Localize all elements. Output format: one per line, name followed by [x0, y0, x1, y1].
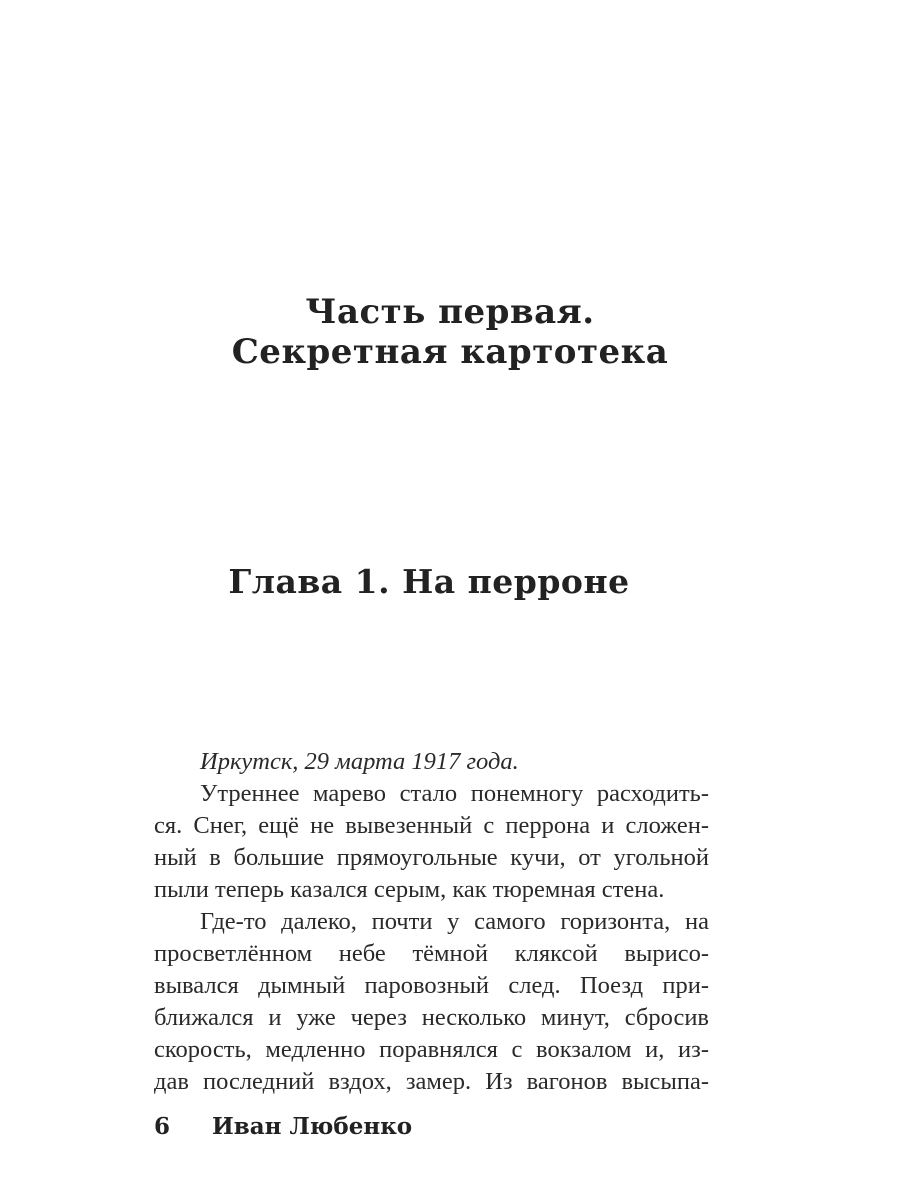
- text-line: пыли теперь казался серым, как тюремная стена.: [154, 876, 665, 903]
- page-number: 6: [154, 1113, 171, 1140]
- text-line: ный в большие прямоугольные кучи, от угольной: [154, 844, 709, 871]
- text-line: ся. Снег, ещё не вывезенный с перрона и сложен-: [154, 812, 709, 839]
- text-line: Утреннее марево стало понемногу расходить-: [200, 780, 709, 807]
- dateline: Иркутск, 29 марта 1917 года.: [200, 748, 519, 775]
- text-line: Где-то далеко, почти у самого горизонта, на: [200, 908, 709, 935]
- part-title-line-2: Секретная картотека: [231, 332, 669, 372]
- text-line: дав последний вздох, замер. Из вагонов высыпа-: [154, 1068, 709, 1095]
- body-text: [154, 746, 709, 1098]
- page-footer: [154, 1112, 412, 1142]
- chapter-title: Глава 1. На перроне: [228, 562, 630, 601]
- part-title: [0, 292, 900, 372]
- author-name: Иван Любенко: [212, 1113, 413, 1140]
- text-line: вывался дымный паровозный след. Поезд при-: [154, 972, 709, 999]
- part-title-line-1: Часть первая.: [305, 292, 595, 332]
- text-line: скорость, медленно поравнялся с вокзалом и, из-: [154, 1036, 709, 1063]
- text-line: ближался и уже через несколько минут, сбросив: [154, 1004, 709, 1031]
- text-line: просветлённом небе тёмной кляксой вырисо-: [154, 940, 709, 967]
